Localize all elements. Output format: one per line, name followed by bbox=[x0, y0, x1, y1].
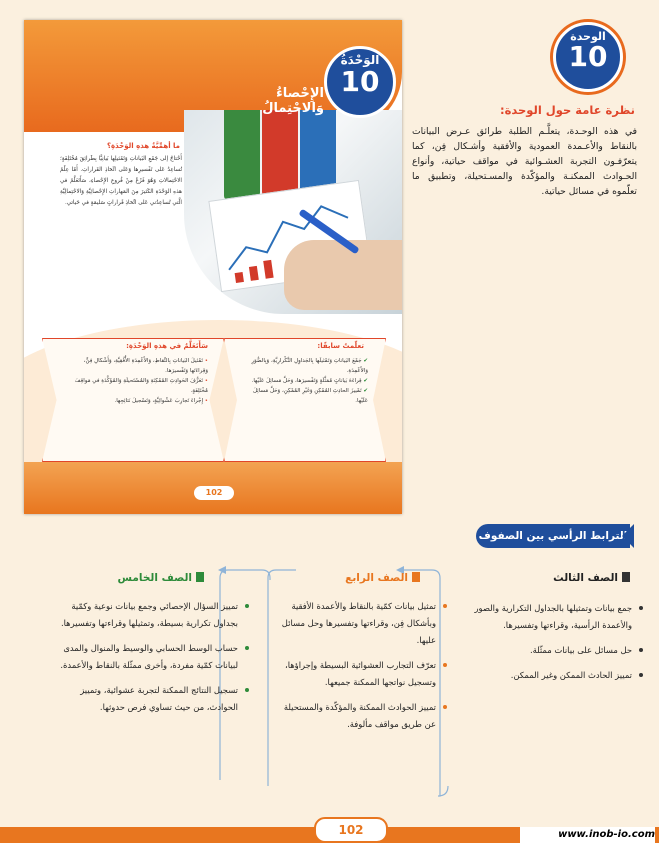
book-icon bbox=[622, 572, 630, 582]
green-binder-icon bbox=[224, 110, 260, 200]
learned-item: ✔ قِراءَةَ بَياناتٍ مُمَثَّلَةٍ وَتَفْسيرَها، وَحَلَّ مَسائِلَ عَلَيْها. bbox=[251, 378, 368, 384]
will-learn-item: • تَعَرُّفَ الحَوادِثِ المُمْكِنَةِ وَالمُسْتَحيلَةِ وَالمُؤَكَّدَةِ في مَواقِفَ مُخْتَلِفَةٍ. bbox=[74, 378, 208, 394]
cover-photo-documents bbox=[184, 110, 402, 314]
learned-item: ✔ تَمْييزَ الحادِثِ المُمْكِنِ وَغَيْرِ المُمْكِنِ، وَحَلَّ مَسائِلَ عَلَيْها. bbox=[253, 388, 368, 404]
grade-5-item: تمييز السؤال الإحصائي وجمع بيانات نوعية وكمّية بجداول تكرارية بسيطة، وتمثيلها وقراءتها وتفسيرها. bbox=[58, 598, 238, 632]
grade-3-item: جمع بيانات وتمثيلها بالجداول التكرارية والصور والأعمدة الرأسية، وقراءتها وتفسيرها. bbox=[452, 600, 632, 634]
grade-4-list bbox=[272, 598, 448, 741]
will-learn-title: سَأَتَعَلَّمُ في هذهِ الوَحْدَةِ: bbox=[126, 342, 208, 350]
cover-importance-title: ما أهمِّيَّةُ هذهِ الوَحْدَةِ؟ bbox=[106, 142, 180, 150]
overview-title: نظرة عامة حول الوحدة: bbox=[499, 103, 635, 117]
learned-item: ✔ جَمْعَ البَياناتِ وَتَمْثيلَها بِالجَداوِلِ التَّكْرارِيَّةِ، وَبِالصُّوَرِ وَالأَعْمِدَةِ. bbox=[251, 358, 368, 374]
grade-5-item: حساب الوسط الحسابي والوسيط والمنوال والمدى لبيانات كمّية مفردة، وأخرى ممثّلة بالنقاط والأعمدة. bbox=[58, 640, 238, 674]
hand-icon bbox=[284, 240, 402, 310]
grade-5-title: الصف الخامس bbox=[80, 572, 204, 584]
check-icon: ✔ bbox=[361, 358, 368, 364]
footer-url[interactable]: www.inob-io.com bbox=[520, 827, 655, 843]
cover-page-number: 102 bbox=[194, 486, 234, 500]
check-icon: ✔ bbox=[361, 388, 368, 394]
unit-badge-number: 10 bbox=[568, 40, 608, 73]
overview-text: في هذه الوحـدة، يتعلَّـم الطلبة طرائق عـرض البيانات بالنقاط والأعـمدة العمودية والأفقية وأشـكال فِن، كما يتعرّفـون التجربة العشـوائية في مواقف حياتية، وأنواع الحـوادث الممكنـة والمؤكّدة والمسـتحيلة، وتطبيق ما تعلّموه في مسائل حياتية. bbox=[412, 126, 637, 197]
cover-importance-text: أَحْتاجُ إلى جَمْعِ البَياناتِ وَتَمْثيلِها بَيانِيًّا بِطَرائِقَ مُخْتَلِفَةٍ؛ تُساعِدُ عَلى تَفْسيرِها وَعَلى اتِّخاذِ القَراراتِ. أَمّا عِلْمُ الاحْتِمالاتِ وَهُوَ فَرْعٌ مِنْ فُروعِ الإِحْصاءِ، سَأَتَعَلَّمُ في هذهِ الوَحْدَةِ الكَثيرَ مِنَ المَهاراتِ الإِحْصائِيَّةِ وَالاحْتِمالِيَّةِ الَّتي تُساعِدُني عَلى اتِّخاذِ قَراراتٍ سَليمَةٍ في حَياتي. bbox=[60, 156, 182, 206]
book-icon bbox=[196, 572, 204, 582]
cover-unit-title: الإِحْصاءُ وَالاحْتِمالُ bbox=[262, 86, 324, 116]
cover-unit-badge bbox=[324, 46, 396, 118]
grade-5-list bbox=[58, 598, 250, 724]
will-learn-item: • تَمْثيلَ البَياناتِ بِالنِّقاطِ، وَالأَعْمِدَةِ الأُفُقِيَّةِ، وَأَشْكالِ فِنٍّ، وَقِراءَتَها وَتَفْسيرَها. bbox=[83, 358, 208, 374]
will-learn-item: • إِجْراءَ تَجارِبَ عَشْوائِيَّةٍ، وَتَسْجيلَ نَتائِجِها. bbox=[114, 398, 208, 404]
learned-before-list bbox=[246, 356, 368, 406]
unit-badge-label: الوحدة bbox=[570, 30, 606, 43]
grade-3-list bbox=[452, 600, 644, 692]
unit-badge bbox=[553, 22, 623, 92]
grade-3-item: تمييز الحادث الممكن وغير الممكن. bbox=[452, 667, 632, 684]
grade-4-item: تعرّف التجارب العشوائية البسيطة وإجراؤها، وتسجيل نواتجها الممكنة جميعها. bbox=[272, 657, 436, 691]
grade-3-title: الصف الثالث bbox=[470, 572, 630, 584]
red-binder-icon bbox=[262, 110, 298, 196]
grade-4-title: الصف الرابع bbox=[280, 572, 420, 584]
grade-3-item: حل مسائل على بيانات ممثّلة. bbox=[452, 642, 632, 659]
will-learn-list bbox=[64, 356, 208, 406]
cover-unit-label: الوَحْدَةُ bbox=[340, 53, 380, 67]
banner-tail bbox=[622, 524, 634, 548]
grade-4-item: تمثيل بيانات كمّية بالنقاط والأعمدة الأفقية وبأشكال فِن، وقراءتها وتفسيرها وحل مسائل عليها. bbox=[272, 598, 436, 649]
cover-unit-number: 10 bbox=[340, 65, 380, 98]
vertical-connection-banner: الترابط الرأسي بين الصفوف bbox=[476, 524, 630, 548]
grade-5-item: تسجيل النتائج الممكنة لتجربة عشوائية، وتمييز الحوادث، من حيث تساوي فرص حدوثها. bbox=[58, 682, 238, 716]
unit-cover-page bbox=[24, 20, 402, 514]
learned-before-title: تعلّمتُ سابقًا: bbox=[317, 342, 364, 350]
grade-4-item: تمييز الحوادث الممكنة والمؤكّدة والمستحيلة عن طريق مواقف مألوفة. bbox=[272, 699, 436, 733]
book-icon bbox=[412, 572, 420, 582]
check-icon: ✔ bbox=[361, 378, 368, 384]
footer-page-number: 102 bbox=[314, 817, 388, 843]
